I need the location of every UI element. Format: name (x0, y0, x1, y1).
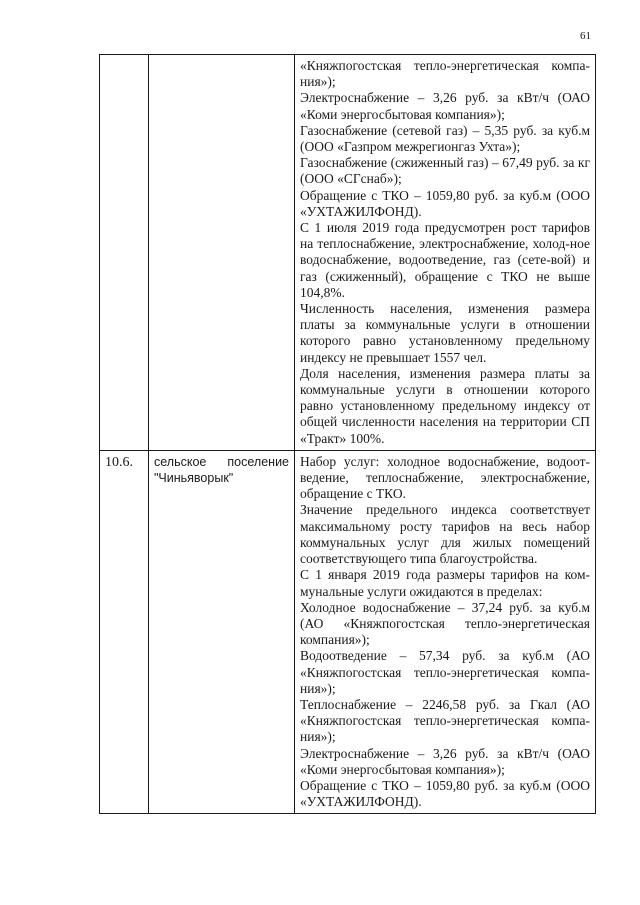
table-row (100, 450, 596, 813)
paragraph: Водоотведение – 57,34 руб. за куб.м (АО «Княжпогостская тепло-энергетическая компа-ния»); (300, 648, 590, 696)
paragraph: Холодное водоснабжение – 37,24 руб. за куб.м (АО «Княжпогостская тепло-энергетическая компания»); (300, 599, 590, 648)
paragraph: Набор услуг: холодное водоснабжение, водоот-ведение, теплоснабжение, электроснабжение, обращение с ТКО. (300, 453, 590, 502)
description-cell (295, 450, 596, 813)
settlement-cell: сельское поселение "Чиньяворык" (149, 450, 295, 813)
paragraph: Обращение с ТКО – 1059,80 руб. за куб.м (ООО «УХТАЖИЛФОНД). (300, 777, 590, 810)
paragraph: С 1 июля 2019 года предусмотрен рост тарифов на теплоснабжение, электроснабжение, холод-ное водоснабжение, водоотведение, газ (сете-вой) и газ (сжиженный), обращение с ТКО не выше 104,8%. (300, 220, 590, 300)
paragraph: Газоснабжение (сетевой газ) – 5,35 руб. за куб.м (ООО «Газпром межрегионгаз Ухта»); (300, 122, 590, 155)
page-number: 61 (580, 30, 591, 42)
paragraph: С 1 января 2019 года размеры тарифов на ком-мунальные услуги ожидаются в пределах: (300, 567, 590, 599)
settlement-cell (149, 55, 295, 451)
paragraph: Обращение с ТКО – 1059,80 руб. за куб.м (ООО «УХТАЖИЛФОНД). (300, 187, 590, 219)
paragraph: Электроснабжение – 3,26 руб. за кВт/ч (ОАО «Коми энергосбытовая компания»); (300, 745, 590, 777)
paragraph: Газоснабжение (сжиженный газ) – 67,49 руб. за кг (ООО «СГснаб»); (300, 155, 590, 187)
paragraph: Теплоснабжение – 2246,58 руб. за Гкал (АО «Княжпогостская тепло-энергетическая компа-ния»); (300, 696, 590, 745)
paragraph: Значение предельного индекса соответствует максимальному росту тарифов на весь набор коммунальных услуг для жилых помещений соответствующего типа благоустройства. (300, 502, 590, 567)
description-cell (295, 55, 596, 451)
paragraph: «Княжпогостская тепло-энергетическая компа-ния»); (300, 58, 590, 90)
table-row (100, 55, 596, 451)
row-number-cell: 10.6. (100, 450, 149, 813)
row-number-cell (100, 55, 149, 451)
paragraph: Доля населения, изменения размера платы за коммунальные услуги в отношении которого равно установленному предельному индексу от общей численности населения на территории СП «Тракт» 100%. (300, 365, 590, 446)
paragraph: Численность населения, изменения размера платы за коммунальные услуги в отношении которого равно установленному предельному индексу не превышает 1557 чел. (300, 301, 590, 365)
paragraph: Электроснабжение – 3,26 руб. за кВт/ч (ОАО «Коми энергосбытовая компания»); (300, 90, 590, 122)
tariff-table (99, 54, 596, 814)
